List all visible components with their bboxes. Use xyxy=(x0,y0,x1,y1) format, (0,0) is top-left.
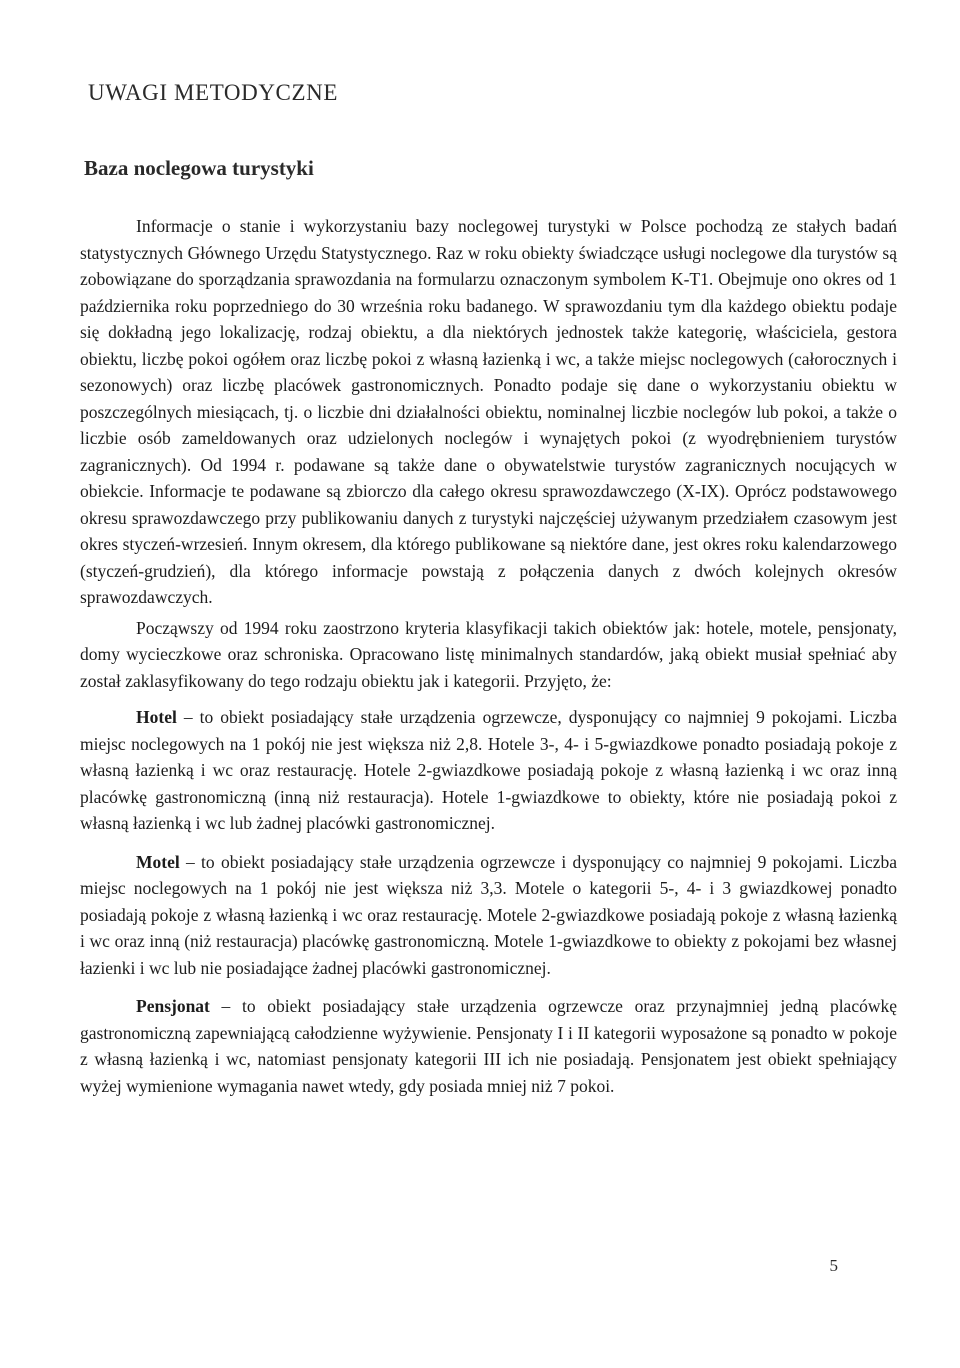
definition-term: Pensjonat xyxy=(136,996,210,1016)
definition-text: – to obiekt posiadający stałe urządzenia ogrzewcze oraz przynajmniej jedną placówkę gastronomiczną zapewniającą całodzienne wyżywienie. Pensjonaty I i II kategorii wyposażone są ponadto w pokoje z własną łazienką i wc, natomiast pensjonaty kategorii III ich nie posiadają. Pensjonatem jest obiekt spełniający wyżej wymienione wymagania nawet wtedy, gdy posiada mniej niż 7 pokoi. xyxy=(80,996,897,1096)
intro-paragraph: Informacje o stanie i wykorzystaniu bazy noclegowej turystyki w Polsce pochodzą ze stałych badań statystycznych Głównego Urzędu Statystycznego. Raz w roku obiekty świadczące usługi noclegowe dla turystów są zobowiązane do sporządzania sprawozdania na formularzu oznaczonym symbolem K-T1. Obejmuje ono okres od 1 października roku poprzedniego do 30 września roku badanego. W sprawozdaniu tym dla każdego obiektu podaje się dokładną jego lokalizację, rodzaj obiektu, a dla niektórych jednostek także kategorię, właściciela, gestora obiektu, liczbę pokoi ogółem oraz liczbę pokoi z własną łazienką i wc, a także miejsc noclegowych (całorocznych i sezonowych) oraz liczbę placówek gastronomicznych. Ponadto podaje się dane o wykorzystaniu obiektu w poszczególnych miesiącach, tj. o liczbie dni działalności obiektu, nominalnej liczbie noclegów lub pokoi, a także o liczbie osób zameldowanych oraz udzielonych noclegów i wynajętych pokoi (z wyodrębnieniem turystów zagranicznych). Od 1994 r. podawane są także dane o obywatelstwie turystów zagranicznych nocujących w obiekcie. Informacje te podawane są zbiorczo dla całego okresu sprawozdawczego (X-IX). Oprócz podstawowego okresu sprawozdawczego przy publikowaniu danych z turystyki najczęściej używanym przedziałem czasowym jest okres styczeń-wrzesień. Innym okresem, dla którego publikowane są niektóre dane, jest okres roku kalendarzowego (styczeń-grudzień), dla którego informacje powstają z połączenia danych z dwóch kolejnych okresów sprawozdawczych. xyxy=(80,216,897,607)
definition-term: Hotel xyxy=(136,707,177,727)
definition-hotel xyxy=(80,704,897,837)
definition-text: – to obiekt posiadający stałe urządzenia ogrzewcze i dysponujący co najmniej 9 pokojami. Liczba miejsc noclegowych na 1 pokój nie jest większa niż 3,3. Motele o kategorii 5-, 4- i 3 gwiazdkowej ponadto posiadają pokoje z własną łazienką i wc oraz restaurację. Motele 2-gwiazdkowe posiadają pokoje z własną łazienką i wc oraz inną (niż restauracja) placówkę gastronomiczną. Motele 1-gwiazdkowe to obiekty z pokojami bez własnej łazienki i wc lub nie posiadające żadnej placówki gastronomicznej. xyxy=(80,851,897,978)
criteria-paragraph: Począwszy od 1994 roku zaostrzono kryteria klasyfikacji takich obiektów jak: hotele, motele, pensjonaty, domy wycieczkowe oraz schroniska. Opracowano listę minimalnych standardów, jaką obiekt musiał spełniać aby został zaklasyfikowany do tego rodzaju obiektu jak i kategorii. Przyjęto, że: xyxy=(80,617,897,691)
body-text xyxy=(80,213,897,1103)
definition-text: – to obiekt posiadający stałe urządzenia ogrzewcze, dysponujący co najmniej 9 pokojami. Liczba miejsc noclegowych na 1 pokój nie jest większa niż 2,8. Hotele 3-, 4- i 5-gwiazdkowe ponadto posiadają pokoje z własną łazienką i wc oraz restaurację. Hotele 2-gwiazdkowe posiadają pokoje z własną łazienką i wc oraz inną placówkę gastronomiczną (inną niż restauracja). Hotele 1-gwiazdkowe to obiekty, które nie posiadają pokoi z własną łazienką i wc lub żadnej placówki gastronomicznej. xyxy=(80,707,897,833)
document-page xyxy=(80,0,900,1368)
definition-pensjonat xyxy=(80,993,897,1099)
section-title: Baza noclegowa turystyki xyxy=(84,156,314,180)
page-title: UWAGI METODYCZNE xyxy=(88,80,339,105)
definition-motel xyxy=(80,849,897,982)
definition-term: Motel xyxy=(136,851,180,872)
page-number: 5 xyxy=(829,1256,838,1275)
